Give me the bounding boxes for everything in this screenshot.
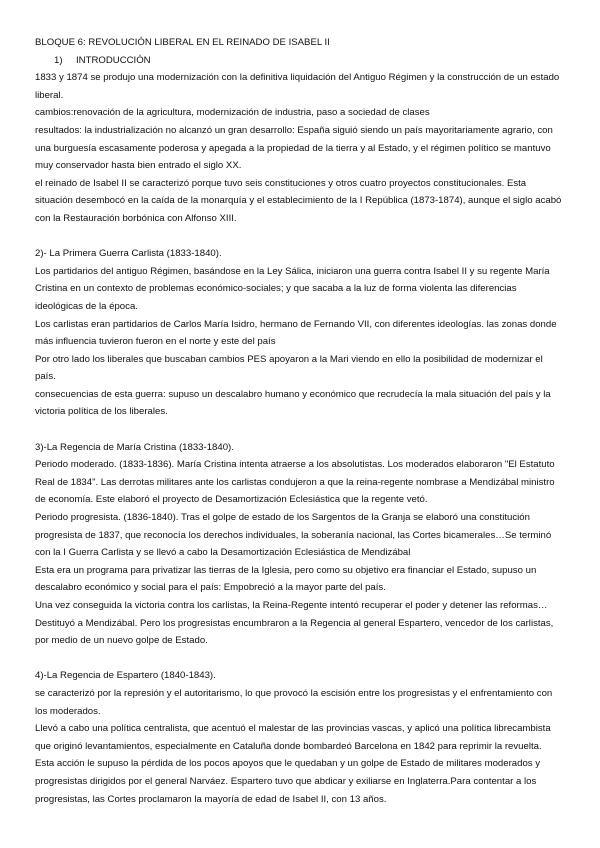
section-paragraph: Periodo progresista. (1836-1840). Tras el golpe de estado de los Sargentos de la Granja se elaboró una constitución progresista de 1837, que reconocía los derechos individuales, la soberanía nacional, las Cortes bicamerales…Se terminó con la I Guerra Carlista y se llevó a cabo la Desamortización Eclesiástica de Mendizábal [35, 512, 552, 559]
spacer [35, 650, 563, 668]
intro-heading-text: INTRODUCCIÓN [76, 54, 151, 66]
document-title: BLOQUE 6: REVOLUCIÓN LIBERAL EN EL REINADO DE ISABEL II [35, 37, 330, 48]
section-paragraph: consecuencias de esta guerra: supuso un descalabro humano y económico que recrudecía la mala situación del país y la victoria política de los liberales. [35, 388, 551, 418]
document-body [35, 34, 563, 808]
section-paragraph: Periodo moderado. (1833-1836). María Cristina intenta atraerse a los absolutistas. Los moderados elaboraron "El Estatuto Real de 1834". Las derrotas militares ante los carlistas condujeron a que la reina-regente nombrase a Mendizábal ministro de economía. Este elaboró el proyecto de Desamortización Eclesiástica que la regente vetó. [35, 459, 555, 506]
section-paragraph: se caracterizó por la represión y el autoritarismo, lo que provocó la escisión entre los progresistas y el enfrentamiento con los moderados. [35, 687, 553, 717]
section-paragraph: Los carlistas eran partidarios de Carlos María Isidro, hermano de Fernando VII, con diferentes ideologías. las zonas donde más influencia tuvieron fueron en el norte y este del país [35, 318, 557, 348]
section-paragraph: Llevó a cabo una política centralista, que acentuó el malestar de las provincias vascas, y aplicó una política librecambista que originó levantamientos, especialmente en Cataluña donde bombardeó Barcelona en 1842 para reprimir la revuelta. Esta acción le supuso la pérdida de los pocos apoyos que le quedaban y un golpe de Estado de militares moderados y progresistas dirigidos por el general Narváez. Espartero tuvo que abdicar y exiliarse en Inglaterra.Para contentar a los progresistas, las Cortes proclamaron la mayoría de edad de Isabel II, con 13 años. [35, 723, 551, 805]
intro-paragraph: resultados: la industrialización no alcanzó un gran desarrollo: España siguió siendo un país mayoritariamente agrario, con una burguesía escasamente poderosa y apegada a la propiedad de la tierra y al Estado, y el régimen político se mantuvo muy conservador hasta bien entrado el siglo XX. [35, 124, 553, 172]
section-paragraph: Por otro lado los liberales que buscaban cambios PES apoyaron a la Mari viendo en ello la posibilidad de modernizar el país. [35, 353, 543, 383]
intro-paragraph: cambios:renovación de la agricultura, modernización de industria, paso a sociedad de clases [35, 107, 430, 119]
intro-heading [35, 52, 563, 70]
intro-paragraph: el reinado de Isabel II se caracterizó porque tuvo seis constituciones y otros cuatro proyectos constitucionales. Esta situación desembocó en la caída de la monarquía y el establecimiento de la I República (1873-1874), aunque el siglo acabó con la Restauración borbónica con Alfonso XIII. [35, 177, 562, 224]
section-paragraph: Esta era un programa para privatizar las tierras de la Iglesia, pero como su objetivo era financiar el Estado, supuso un descalabro económico y social para el país: Empobreció a la mayor parte del país. [35, 564, 537, 594]
section-heading-espartero: 4)-La Regencia de Espartero (1840-1843). [35, 670, 216, 682]
spacer [35, 228, 563, 246]
intro-paragraph: 1833 y 1874 se produjo una modernización con la definitiva liquidación del Antiguo Régimen y la construcción de un estado liberal. [35, 72, 560, 101]
section-heading-maria-cristina: 3)-La Regencia de María Cristina (1833-1840). [35, 441, 234, 453]
intro-number: 1) [54, 54, 63, 66]
section-paragraph: Una vez conseguida la victoria contra los carlistas, la Reina-Regente intentó recuperar el poder y detener las reformas… Destituyó a Mendizábal. Pero los progresistas encumbraron a la Regencia al general Espartero, vencedor de los carlistas, por medio de un nuevo golpe de Estado. [35, 600, 554, 647]
spacer [35, 421, 563, 439]
section-heading-carlist-war: 2)- La Primera Guerra Carlista (1833-1840). [35, 248, 222, 260]
section-paragraph: Los partidarios del antiguo Régimen, basándose en la Ley Sálica, iniciaron una guerra contra Isabel II y su regente María Cristina en un contexto de problemas económico-sociales; y que sacaba a la luz de forma violenta las diferencias ideológicas de la época. [35, 265, 550, 312]
